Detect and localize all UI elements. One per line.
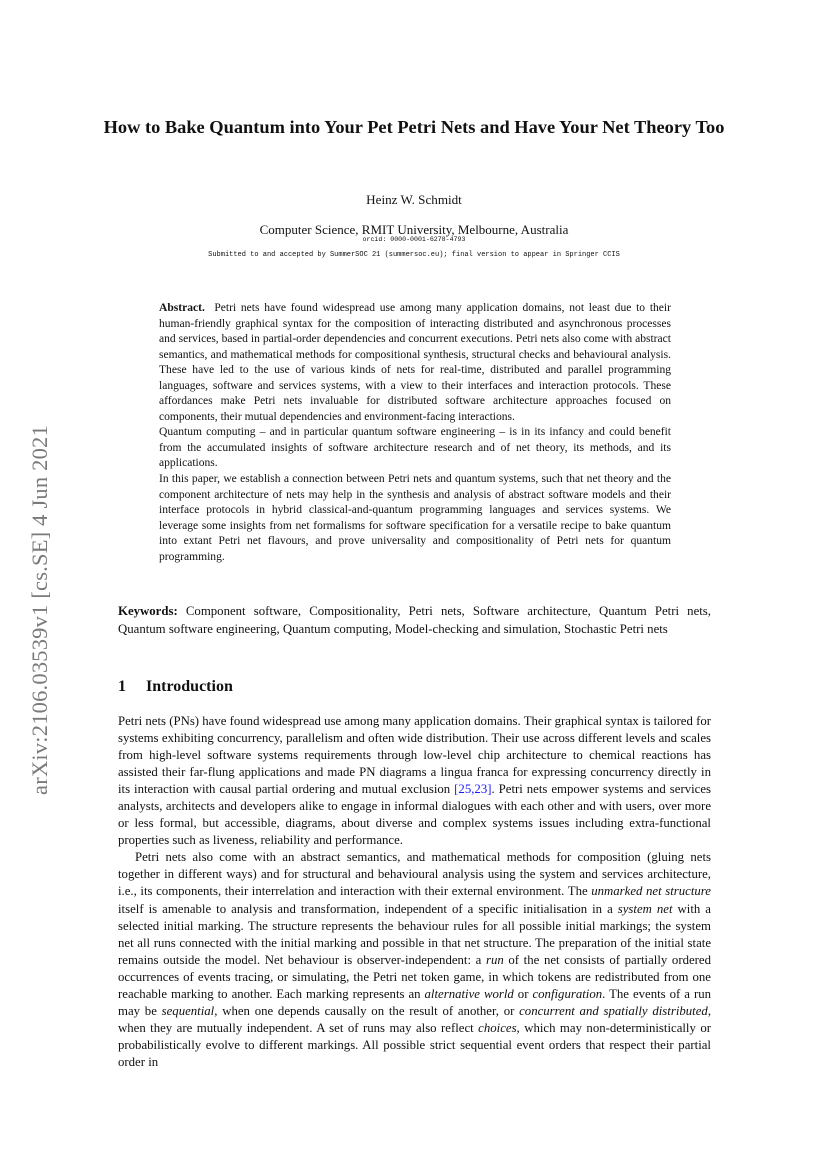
section-heading bbox=[118, 678, 233, 696]
intro-text: of the net consists of partially ordered occurrences of events tracing, or simulating, the Petri net token game, in which tokens are redistributed from one reachable marking to another. Each marking represents an bbox=[118, 952, 712, 1001]
author-orcid: orcid: 0000-0001-6278-4793 bbox=[362, 236, 466, 243]
intro-text: itself is amenable to analysis and transformation, independent of a specific initialisation in a bbox=[118, 901, 618, 916]
intro-paragraph-2 bbox=[118, 849, 711, 1071]
citation-link[interactable]: [25,23] bbox=[454, 782, 492, 797]
intro-text: . The events of a run may be bbox=[118, 986, 712, 1018]
emphasis: run bbox=[485, 952, 504, 967]
keywords bbox=[118, 603, 711, 638]
arxiv-identifier bbox=[10, 380, 70, 840]
abstract-paragraph-1 bbox=[159, 301, 671, 425]
intro-text: , when they are mutually independent. A set of runs may also reflect bbox=[118, 1003, 712, 1035]
emphasis: configuration bbox=[532, 986, 603, 1001]
intro-text: with a selected initial marking. The structure represents the behaviour rules for all possible initial markings; the system net all runs connected with the initial marking and possible in that net structure. The preparation of the initial state remains outside the model. Net behaviour is observer-independent: a bbox=[118, 901, 711, 967]
intro-text: . Petri nets empower systems and services analysts, architects and developers alike to engage in informal dialogues with each other and with users, over more or less formal, but accessible, diagrams, about diverse and complex systems issues including extra-functional properties such as liveness, reliability and performance. bbox=[118, 782, 711, 848]
abstract bbox=[159, 301, 671, 565]
author-affiliation: Computer Science, RMIT University, Melbourne, Australia bbox=[259, 222, 569, 237]
intro-text: Petri nets (PNs) have found widespread use among many application domains. Their graphical syntax is tailored for systems exhibiting concurrency, parallelism and often wide distribution. Their use across different levels and scales from high-level software systems requirements through low-level chip architecture to chemical reactions has assisted their far-flung applications and made PN diagrams a lingua franca for expressing concurrency directly in its interaction with causal partial ordering and mutual exclusion bbox=[118, 714, 711, 797]
emphasis: sequential bbox=[161, 1003, 215, 1018]
paper-title: How to Bake Quantum into Your Pet Petri Nets and Have Your Net Theory Too bbox=[103, 117, 725, 137]
arxiv-identifier-text: arXiv:2106.03539v1 [cs.SE] 4 Jun 2021 bbox=[27, 425, 52, 795]
intro-text: , when one depends causally on the result of another, or bbox=[214, 1003, 520, 1018]
intro-paragraph-1 bbox=[118, 713, 711, 849]
submission-note: Submitted to and accepted by SummerSOC 21 (summersoc.eu); final version to appear in Springer CCIS bbox=[208, 251, 620, 259]
emphasis: concurrent and spatially distributed bbox=[519, 1003, 708, 1018]
keywords-text: Component software, Compositionality, Petri nets, Software architecture, Quantum Petri nets, Quantum software engineering, Quantum computing, Model-checking and simulation, Stochastic Petri nets bbox=[118, 604, 711, 636]
section-title: Introduction bbox=[146, 678, 233, 695]
abstract-paragraph-3: In this paper, we establish a connection between Petri nets and quantum systems, such that net theory and the component architecture of nets may help in the synthesis and analysis of abstract software models and their interface protocols in hybrid classical-and-quantum programming languages and services systems. We leverage some insights from net formalisms for software specification for a versatile recipe to bake quantum into extant Petri net flavours, and prove universality and compositionality of Petri nets for quantum programming. bbox=[159, 473, 671, 563]
keywords-label: Keywords: bbox=[118, 604, 178, 618]
emphasis: system net bbox=[617, 901, 673, 916]
emphasis: choices bbox=[478, 1020, 517, 1035]
introduction-body bbox=[118, 713, 711, 1071]
intro-text: or bbox=[513, 986, 533, 1001]
abstract-label: Abstract. bbox=[159, 302, 205, 314]
abstract-text-1: Petri nets have found widespread use among many application domains, not least due to their human-friendly graphical syntax for the composition of interacting distributed and asynchronous processes and services, based in partial-order dependencies and concurrent executions. Petri nets also come with abstract semantics, and mathematical methods for compositional synthesis, structural checks and behavioural analysis. These have led to the use of various kinds of nets for real-time, distributed and parallel programming languages, software and services systems, with a view to their interfaces and interaction protocols. These affordances make Petri nets invaluable for distributed software architecture approaches focused on components, their mutual dependencies and environment-facing interactions. bbox=[159, 302, 671, 423]
intro-text: , which may non-deterministically or probabilistically evolve to different markings. All possible strict sequential event orders that respect their partial order in bbox=[118, 1020, 711, 1069]
abstract-paragraph-2: Quantum computing – and in particular quantum software engineering – is in its infancy and could benefit from the accumulated insights of software architecture research and of net theory, its methods, and its applications. bbox=[159, 426, 671, 470]
intro-text: Petri nets also come with an abstract semantics, and mathematical methods for composition (gluing nets together in different ways) and for structural and behavioural analysis using the system and services architecture, i.e., its components, their interrelation and interaction with their external environment. The bbox=[118, 850, 711, 899]
emphasis: alternative world bbox=[424, 986, 514, 1001]
author-name: Heinz W. Schmidt bbox=[366, 192, 462, 207]
section-number: 1 bbox=[118, 678, 126, 695]
emphasis: unmarked net structure bbox=[591, 884, 711, 899]
